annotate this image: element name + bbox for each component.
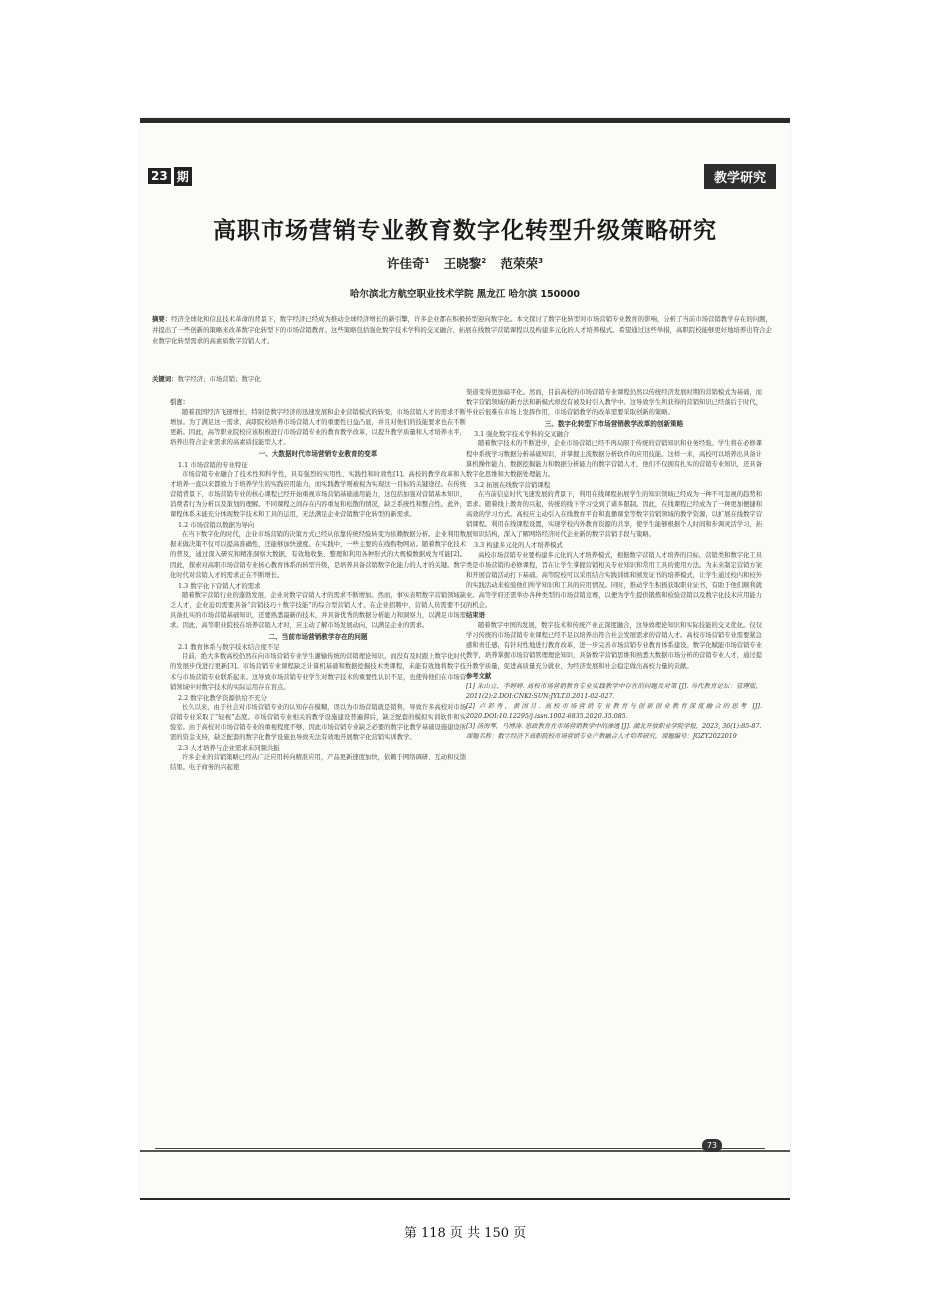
bottom-rule-thick — [140, 1150, 790, 1152]
paragraph: 目前，绝大多数高校仍然在向市场营销专业学生灌输传统的营销理论知识，而没有及时跟上数字化时代的发展步伐进行更新[3]。市场营销专业课程缺乏计算机基础和数据挖掘技术类课程，未能有效地将数字技术与市场营销专业联系起来。这导致市场营销专业学生对数字技术的重要性认识不足，也使得他们在市场营销领域中对数字技术的实际运用存在盲点。 — [170, 653, 466, 691]
journal-page-number: 73 — [702, 1139, 722, 1152]
abstract — [152, 314, 772, 347]
subsection-heading: 1.1 市场营销的专业特征 — [178, 460, 248, 469]
abstract-text: 经济全球化和信息技术革命的背景下，数字经济已经成为推动全球经济增长的新引擎，许多企业都在积极转型迎向数字化。本文探讨了数字化转型对市场营销专业教育的影响，分析了当前市场营销教学存在的问题，并提出了一些创新的策略来改革数字化转型下的市场营销教育。这些策略包括强化数字技术学科的交叉融合、拓展在线数字营销课程以及构建多元化的人才培养模式。希望通过这些举措，高职院校能够更好地培养出符合企业数字化转型需求的高素质数字营销人才。 — [152, 315, 772, 345]
left-column — [170, 398, 466, 773]
paragraph: 长久以来，由于社会对市场营销专业的认知存在模糊，误以为市场营销就是销售，导致许多高校对市场营销专业采取了“轻视”态度。市场营销专业相关的教学设施建设普遍滞后，缺乏配套的模拟实训软件和实验室。由于高校对市场营销专业的重视程度不够，因此市场营销专业缺乏必要的数字化教学基础设施建设所需的资金支持，缺乏配套的数字化教学设施也导致无法有效地开展数字化营销实训教学。 — [170, 703, 466, 742]
bottom-rule — [155, 1148, 765, 1149]
subsection-heading: 3.1 强化数字技术学科的交叉融合 — [474, 430, 570, 439]
scanned-page — [140, 118, 790, 1198]
page-footer: 第 118 页 共 150 页 — [403, 1226, 527, 1241]
paragraph: 渠道变得更加扁平化。然而，目前高校的市场营销专业课程仍然以传统经济发展时期的营销模式为基础，而数字营销领域的新方法和新模式却没有被及时引入教学中。这导致学生所获得的营销知识已经落后于时代，毕业后很难在市场上发挥作用，市场营销教学的改革需要采取创新的策略。 — [466, 389, 762, 417]
section-tag: 教学研究 — [704, 164, 776, 189]
paragraph: 市场营销专业融合了技术性和科学性，具有强烈的实用性、实践性和时效性[1]。高校的教学改革和人才培养一直以来都致力于培养学生的实践应用能力，而实践教学则被视为实现这一目标的关键途径。在传统营销背景下，市场营销专业的核心课程已经开始重视市场营销基础通用能力，这包括加强对营销基本知识、消费者行为分析以及策划的理解。不同课程之间存在内容重复和松散的情况，缺乏系统性和整合性。此外，课程体系未能充分体现数字技术和工具的运用，无法满足企业营销数字化转型的新需求。 — [170, 470, 466, 519]
subsection-heading: 3.3 构建多元化的人才培养模式 — [474, 541, 563, 550]
heading: 参考文献 — [466, 672, 492, 680]
author: 许佳奇$^1$ — [387, 256, 430, 271]
reference: 课题名称：数字经济下高职院校市场营销专业产教融合人才培养研究，课题编号：JGZY2022019 — [466, 733, 737, 741]
paragraph: 在当下数字化的时代，企业市场营销的决策方式已经从依靠传统经验转变为依赖数据分析。企业利用数据来做决策不仅可以提高准确性，还能够加快速度。在实践中，一些主要的在线购物网站。随着数字化技术的普及，通过深入研究和精准洞察大数据，有效地收集、整理和利用各种形式的大规模数据成为可能[2]。因此，探索对高职市场营销专业核心教育体系的转型升级，是培养具备营销数字化能力的人才的关键。数字化时代对营销人才的需求正在不断增长。 — [170, 531, 466, 579]
abstract-label: 摘要： — [152, 315, 172, 323]
right-column — [466, 388, 762, 742]
section-heading: 二、当前市场营销教学存在的问题 — [268, 633, 368, 642]
reference: [2] 卢彩秀，黄国月. 高校市场营销专业教育与创新创业教育深度融合的思考 [J]. 2020.DOI:10.12295/j.issn.1002-6835.2020.35.085. — [466, 702, 762, 720]
keywords — [152, 374, 772, 383]
authors — [140, 254, 790, 272]
keywords-text: 数字经济；市场营销；数字化 — [177, 375, 261, 383]
paragraph: 高校市场营销专业要构建多元化的人才培养模式，根据数字营销人才培养的目标，营销类和数字化工具类是市场营销的必修课程，旨在让学生掌握营销相关专业知识和常用工具的使用方法。为未来制定营销方案和开展营销活动打下基础。高等院校可以采用结合实践训练和颁发证书的培养模式，让学生通过校内和校外的实践活动来检验他们所学知识和工具的应用情况。同时，推动学生积极获取职业证书，有助于他们顺利就业。高等学府还需举办各种类型的市场营销竞赛，以便为学生提供锻炼和检验营销以及数字化技术应用能力的机会。 — [466, 551, 762, 609]
issue-suffix: 期 — [174, 167, 192, 186]
reference: [3] 汤海琴，马博涛. 思政教育在市场营销教学中的渗透 [J]. 湖北开放职业学院学报，2023, 36(1):85-87. — [466, 723, 762, 731]
subsection-heading: 1.3 数字化下营销人才的需求 — [178, 581, 261, 590]
top-rule — [140, 118, 790, 123]
paragraph: 在当前信息时代飞速发展的背景下，利用在线课程拓展学生的知识领域已经成为一种不可忽视的趋势和需求。随着线上教育的兴起，传统的线下学习受到了诸多限制。因此，在线课程已经成为了一种更加便捷和高效的学习方式。高校应主动引入在线教育平台和直播课堂等数字营销领域的教学资源，以扩展在线数字营销课程。利用在线课程设置，实现学校内外教育资源的共享，使学生能够根据个人时间和步调灵活学习，拓展知识结构，深入了解网络经济时代企业新的数字营销手段与策略。 — [466, 490, 762, 539]
paragraph: 随着数字技术的不断进步，企业市场营销已经不再局限于传统的营销知识和业务经验。学生将在必修课程中系统学习数据分析基础知识，并掌握主流数据分析软件的应用技能。这样一来，高校可以培养出具备计算机操作能力、数据挖掘能力和数据分析能力的数字营销人才，他们不仅拥有扎实的营销专业知识，还具备数字化思维和大数据处理能力。 — [466, 440, 762, 478]
issue-number: 23 — [148, 168, 171, 184]
reference: [1] 朱山立，李婷婷. 高校市场营销教育专业实践教学中存在的问题及对策 [J]. 当代教育论坛：管理版，2011(2):2.DOI:CNKI:SUN:JYLT.0.2011-02-027. — [466, 682, 762, 700]
section-heading: 一、大数据时代市场营销专业教育的变革 — [258, 450, 378, 459]
author: 范荣荣$^3$ — [500, 256, 543, 271]
heading: 结束语 — [466, 612, 485, 620]
subsection-heading: 1.2 市场营销以数据为导向 — [178, 521, 255, 530]
paragraph: 随着我国经济飞速增长，特别是数字经济的迅速发展和企业营销模式的转变，市场营销人才的需求不断增加。为了满足这一需求，高职院校培养市场营销人才的重要性日益凸显，并且对他们的技能要求也在不断更新。因此，高等职业院校应该积极进行市场营销专业的教育教学改革，以提升教学质量和人才培养水平，培养出符合企业需求的高素质技能型人才。 — [170, 409, 466, 447]
heading: 引言： — [170, 399, 189, 406]
subsection-heading: 2.2 数字化教学资源供给不充分 — [178, 693, 267, 702]
paragraph: 随着数字中国的发展，数字技术和传统产业正深度融合，这导致理论知识和实际技能的交叉优化。仅仅学习传统的市场营销专业课程已经不足以培养出符合社会发展需求的营销人才。高校市场营销专业需要紧急感和责任感，有针对性地进行教育改革，进一步完善市场营销专业教育体系建设。数字化赋能市场营销专业教学，培养掌握市场营销管理理论知识、具备数字营销思维和熟悉大数据市场分析的营销专业人才，通过提升教学质量，促进高质量充分就业，为经济发展和社会稳定做出高校力量的贡献。 — [466, 622, 762, 670]
footer-rule — [140, 1198, 790, 1200]
affiliation: 哈尔滨北方航空职业技术学院 黑龙江 哈尔滨 150000 — [349, 289, 581, 300]
section-heading: 三、数字化转型下市场营销教学改革的创新策略 — [544, 420, 684, 429]
issue-tag — [148, 166, 192, 186]
keywords-label: 关键词： — [152, 375, 178, 383]
paragraph: 许多企业的营销策略已经从广泛应用转向精准应用，产品更新速度加快，依赖于网络调研、互动和反馈结果。电子商务的兴起使 — [170, 754, 466, 772]
subsection-heading: 3.2 拓展在线数字营销课程 — [474, 480, 551, 489]
paper-title: 高职市场营销专业教育数字化转型升级策略研究 — [213, 218, 717, 244]
author: 王晓黎$^2$ — [443, 256, 487, 271]
paragraph: 随着数字营销行业的蓬勃发展，企业对数字营销人才的需求不断增加。然而，事实表明数字营销领域缺乏人才，企业迫切需要具备“营销技巧＋数字技能”的综合型营销人才。在企业招聘中，营销人员需要不仅具备扎实的市场营销基础知识，还要熟悉最新的技术，并具备优秀的数据分析能力和洞察力，以满足市场需求。因此，高等职业院校在培养营销人才时，应主动了解市场发展动向，以满足企业的需求。 — [170, 591, 466, 630]
subsection-heading: 2.1 教育体系与数字技术结合度不足 — [178, 643, 280, 652]
subsection-heading: 2.3 人才培养与企业需求未同频共振 — [178, 744, 280, 753]
